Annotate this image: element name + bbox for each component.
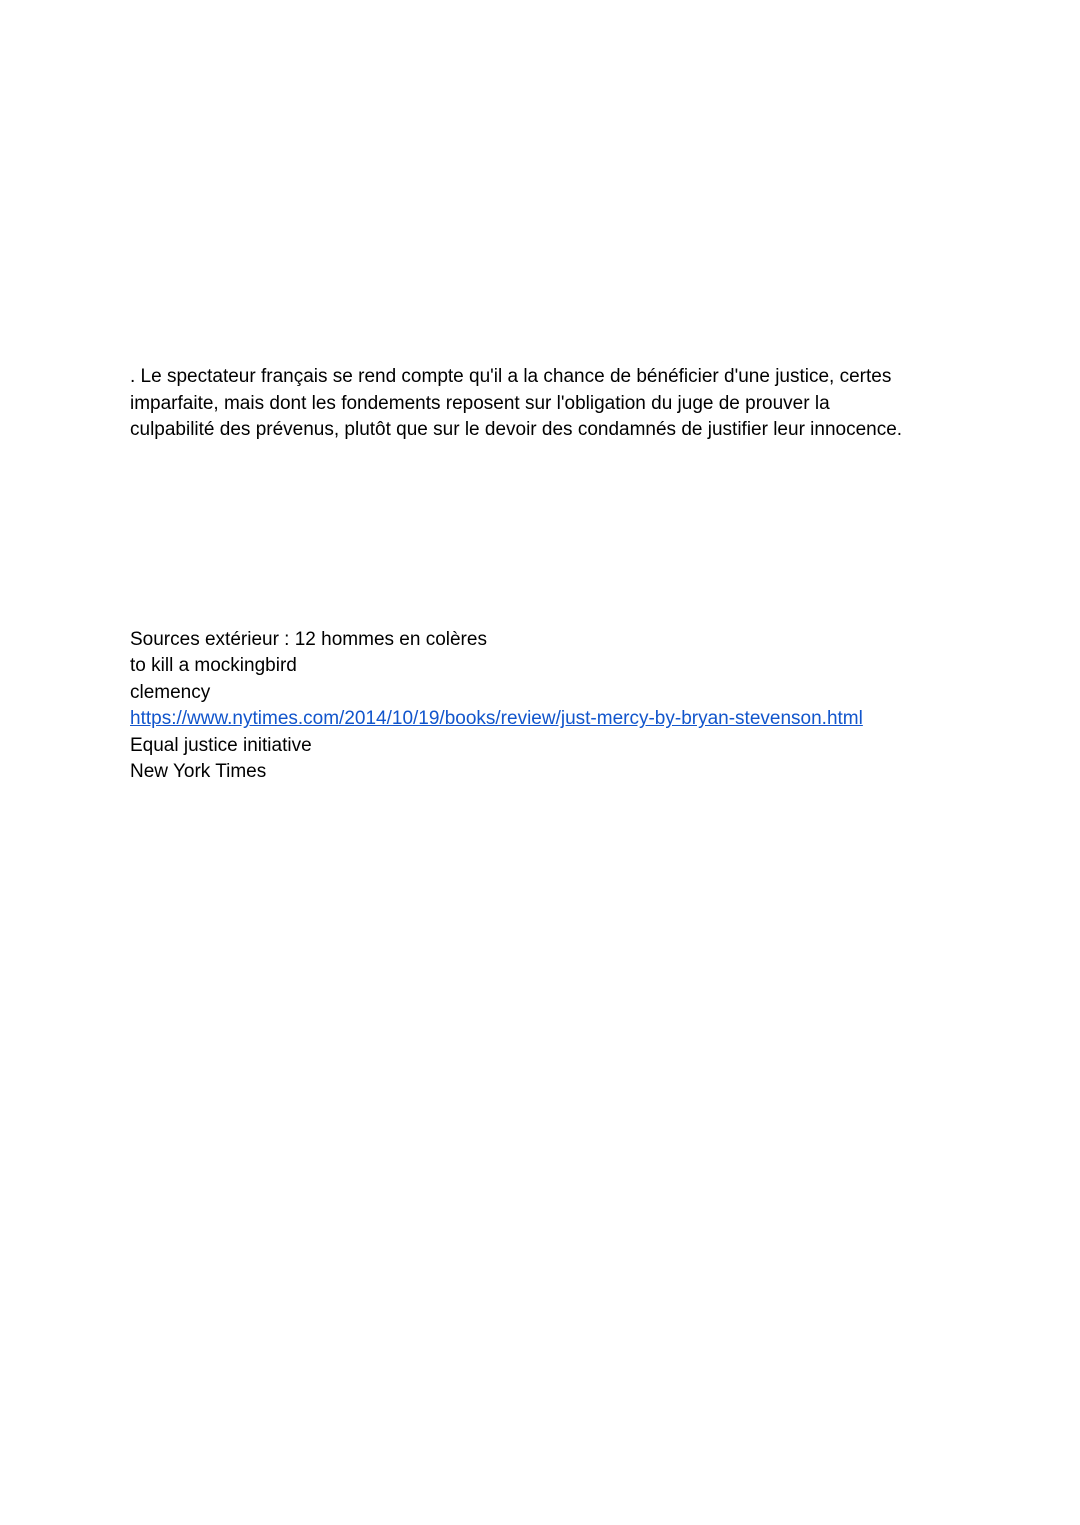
source-link-item	[130, 706, 960, 732]
source-link[interactable]: https://www.nytimes.com/2014/10/19/books/review/just-mercy-by-bryan-stevenson.html	[130, 708, 863, 730]
source-item: Equal justice initiative	[130, 734, 312, 756]
source-item: clemency	[130, 681, 211, 703]
body-paragraph	[130, 364, 960, 444]
paragraph-line: imparfaite, mais dont les fondements reposent sur l'obligation du juge de prouver la	[130, 392, 830, 414]
source-item: New York Times	[130, 761, 267, 783]
sources-heading: Sources extérieur : 12 hommes en colères	[130, 629, 487, 650]
source-item: to kill a mockingbird	[130, 655, 297, 677]
paragraph-line: . Le spectateur français se rend compte qu'il a la chance de bénéficier d'une justice, certes	[130, 366, 892, 387]
paragraph-line: culpabilité des prévenus, plutôt que sur le devoir des condamnés de justifier leur innocence.	[130, 419, 903, 440]
sources-list	[130, 627, 960, 785]
